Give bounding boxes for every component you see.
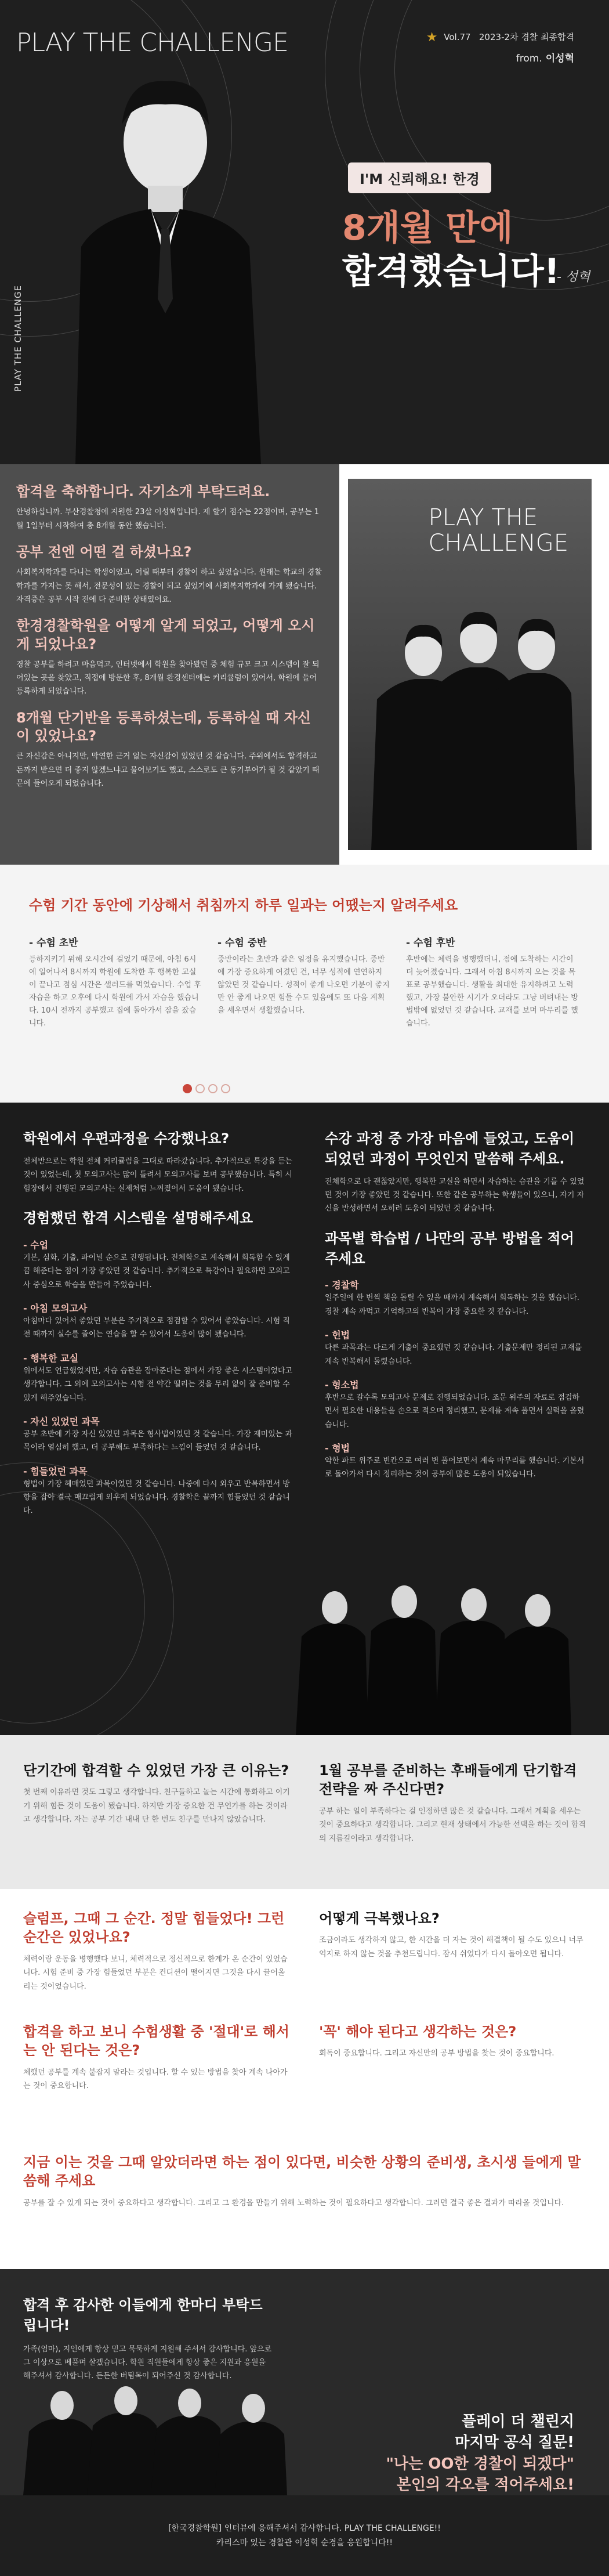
column-early: [29, 934, 203, 1031]
final-line: 플레이 더 챌린지: [462, 2413, 574, 2430]
photo-title-line-1: PLAY THE: [428, 504, 538, 531]
question: 8개월 단기반을 등록하셨는데, 등록하실 때 자신이 있었나요?: [16, 709, 311, 745]
dot: [208, 1084, 217, 1093]
side-text: PLAY THE CHALLENGE: [13, 285, 23, 392]
question: 어떻게 극복했나요?: [319, 1910, 440, 1927]
headline-2: 합격했습니다!: [342, 251, 560, 292]
question: '꼭' 해야 된다고 생각하는 것은?: [319, 2024, 517, 2040]
sub-text: 아침마다 있어서 좋았던 부분은 주기적으로 점검할 수 있어서 좋았습니다. 시험 직전 때까지 실수를 줄이는 연습을 할 수 있어서 도움이 많이 됐습니다.: [23, 1316, 290, 1339]
answer: 첫 번째 이유라면 것도 그렇고 생각합니다. 친구들하고 놀는 시간에 통화하고 이기기 위해 힘든 것이 도움이 됐습니다. 하지만 가장 중요한 건 무언가를 하는 것이라고 생각합니다. 자는 공부 기간 내내 단 한 번도 친구를 만나지 않았습니다.: [23, 1788, 290, 1824]
dot: [183, 1084, 192, 1093]
answer: 조금이라도 생각하지 않고, 한 시간을 더 자는 것이 해결책이 될 수도 있으니 너무 억지로 하지 않는 것을 추천드립니다. 잠시 쉬었다가 다시 돌아오면 됩니다.: [319, 1936, 583, 1959]
column-text: 중반이라는 초반과 같은 일정을 유지했습니다. 중반에 가장 중요하게 여겼던 건, 너무 성적에 연연하지 않았던 것 같습니다. 성적이 좋게 나오면 기분이 좋지만 안 좋게 나오면 힘들 수도 있음에도 또 다음 계획을 세우면서 생활했습니다.: [217, 955, 390, 1016]
column-middle: [217, 934, 392, 1017]
answer: 경찰 공부를 하려고 마음먹고, 인터넷에서 학원을 찾아봤던 중 체험 규모 크고 시스템이 잘 되어있는 곳을 찾았고, 직접에 방문한 후, 8개월 환경센터에는 커리큘럼이 있어서, 학원에 들어 등록하게 되었습니다.: [16, 660, 320, 696]
answer: 전체반으로는 학원 전체 커리큘럼을 그대로 따라갔습니다. 추가적으로 특강을 듣는 것이 있었는데, 첫 모의고사는 많이 틀려서 모의고사를 보며 공부했습니다. 특히 시험장에서 진행된 모의고사는 실제처럼 느껴졌어서 도움이 됐습니다.: [23, 1157, 293, 1193]
answer: 체력이랑 운동을 병행했다 보니, 체력적으로 정신적으로 한계가 온 순간이 있었습니다. 시험 준비 중 가장 힘들었던 부분은 컨디션이 떨어지면 그것을 다시 끌어올리는 것이었습니다.: [23, 1954, 288, 1991]
from-name: 이성혁: [545, 53, 574, 64]
hero-section: [0, 0, 609, 464]
answer: 회독이 중요합니다. 그리고 자신만의 공부 방법을 찾는 것이 중요합니다.: [319, 2049, 554, 2058]
group-photo-3: [0, 2385, 313, 2495]
from-label: [516, 50, 574, 64]
column-title: - 수험 후반: [406, 937, 455, 949]
sub-title: - 힘들었던 과목: [23, 1465, 88, 1477]
issue: 2023-2차 경찰 최종합격: [478, 32, 574, 42]
column-text: 후반에는 체력을 병행했더니, 점에 도착하는 시간이 더 늦어졌습니다. 그래서 아침 8시까지 오는 것을 목표로 공부했습니다. 생활을 최대한 유지하려고 노력했고, 가장 불안한 시기가 오더라도 그냥 버텨내는 방법밖에 없었던 것 같습니다. 교재를 보며 마무리를 했습니다.: [406, 955, 578, 1028]
question: 한경경찰학원을 어떻게 알게 되었고, 어떻게 오시게 되었나요?: [16, 617, 315, 652]
sub-text: 위에서도 언급했었지만, 자습 습관을 잡아준다는 점에서 가장 좋은 시스템이었다고 생각합니다. 그 외에 모의고사는 시험 전 약간 떨리는 것을 무리 없이 잘 준비할 수 있게 해주었습니다.: [23, 1366, 293, 1403]
footer-line: 카리스마 있는 경찰관 이성혁 순경을 응원합니다!!: [216, 2538, 393, 2548]
question: 1월 공부를 준비하는 후배들에게 단기합격 전략을 짜 주신다면?: [319, 1762, 577, 1798]
answer: 전체학으로 다 괜찮았지만, 행복한 교실을 하면서 자습하는 습관을 기를 수 있었던 것이 가장 좋았던 것 같습니다. 또한 같은 공부하는 학생들이 있으니, 자기 자신을 반성하면서 오히려 도움이 되었던 것 같습니다.: [325, 1177, 585, 1213]
advice-section: [0, 1735, 609, 2269]
footer-line: [한국경찰학원] 인터뷰에 응해주셔서 감사합니다. PLAY THE CHALLENGE!!: [168, 2524, 441, 2533]
question: 합격 후 감사한 이들에게 한마디 부탁드립니다!: [23, 2297, 263, 2333]
dot: [221, 1084, 230, 1093]
issue-label: [426, 30, 574, 45]
column-text: 등하지키기 위해 오시간에 걸었기 때문에, 아침 6시에 일어나서 8시까지 학원에 도착한 후 행복한 교실이 끝나고 점심 시간은 샐러드를 먹었습니다. 수업 후 자습을 하고 오후에 다시 학원에 가서 자습을 했습니다. 10시 전까지 공부했고 집에 돌아가서 잠을 잤습니다.: [29, 955, 201, 1028]
vol: Vol.77: [444, 32, 471, 42]
answer: 공부를 잘 수 있게 되는 것이 중요하다고 생각합니다. 그리고 그 환경을 만들기 위해 노력하는 것이 필요하다고 생각합니다. 그러면 결국 좋은 결과가 따라올 것입니다.: [23, 2198, 564, 2208]
question: 단기간에 합격할 수 있었던 가장 큰 이유는?: [23, 1762, 289, 1779]
sub-title: - 경찰학: [325, 1280, 359, 1291]
answer: 공부 하는 일이 부족하다는 걸 인정하면 많은 것 같습니다. 그래서 계획을 세우는 것이 중요하다고 생각합니다. 그리고 현재 상태에서 가능한 선택을 하는 것이 합격의 지름길이라고 생각합니다.: [319, 1807, 586, 1843]
sub-title: - 헌법: [325, 1329, 350, 1341]
dot: [195, 1084, 205, 1093]
police-badge-icon: ★: [426, 30, 438, 45]
sub-text: 약한 파트 위주로 빈칸으로 여러 번 풀어보면서 계속 마무리를 했습니다. 기본서로 돌아가서 다시 정리하는 것이 공부에 많은 도움이 되었습니다.: [325, 1457, 585, 1479]
question: 슬럼프, 그때 그 순간. 정말 힘들었다! 그런 순간은 있었나요?: [23, 1910, 285, 1946]
headline-1: 8개월 만에: [342, 208, 513, 248]
question: 지금 이는 것을 그때 알았더라면 하는 점이 있다면, 비슷한 상황의 준비생, 초시생 들에게 말씀해 주세요: [23, 2154, 581, 2190]
sub-title: - 형법: [325, 1443, 350, 1454]
question: 수강 과정 중 가장 마음에 들었고, 도움이 되었던 과정이 무엇인지 말씀해 주세요.: [325, 1130, 575, 1167]
intro-card: [0, 464, 339, 865]
interview-section-1: [0, 464, 609, 865]
pill-label: I'M 신뢰해요! 한경: [348, 162, 491, 193]
photo-title: [429, 505, 568, 556]
final-line: 마지막 공식 질문!: [455, 2434, 574, 2452]
final-line: "나는 OO한 경찰이 되겠다": [386, 2455, 574, 2473]
sub-title: - 수업: [23, 1239, 49, 1251]
column-title: - 수험 중반: [217, 937, 267, 949]
answer: 큰 자신감은 아니지만, 막연한 근거 없는 자신감이 있었던 것 같습니다. 주위에서도 합격하고 돈까지 받으면 더 좋지 않겠느냐고 물어보기도 했고, 스스로도 큰 동기부여가 될 것 같았기 때문에 들어오게 되었습니다.: [16, 752, 320, 789]
answer: 가족(엄마), 지인에게 항상 믿고 묵묵하게 지원해 주셔서 감사합니다. 앞으로 그 이상으로 베풀며 살겠습니다. 학원 직원들에게 항상 좋은 지원과 응원을 해주셔서 감사합니다. 든든한 버팀목이 되어주신 것 감사합니다.: [23, 2344, 272, 2381]
section-title: 수험 기간 동안에 기상해서 취침까지 하루 일과는 어땠는지 알려주세요: [29, 897, 458, 913]
sub-text: 기본, 심화, 기출, 파이널 순으로 진행됩니다. 전체학으로 계속해서 회독할 수 있게끔 해준다는 점이 가장 좋았던 것 같습니다. 추가적으로 특강이나 필요하면 모의고사 중심으로 학습을 만들어 주었습니다.: [23, 1253, 290, 1289]
final-line: 본인의 각오를 적어주세요!: [396, 2476, 574, 2494]
hero-title: PLAY THE CHALLENGE: [16, 28, 288, 57]
sub-text: 후반으로 갈수록 모의고사 문제로 진행되었습니다. 조문 위주의 자료로 점검하면서 필요한 내용들을 손으로 적으며 정리했고, 문제를 계속 풀면서 실력을 올렸습니다.: [325, 1393, 585, 1429]
answer: 사회복지학과를 다니는 학생이었고, 어릴 때부터 경찰이 하고 싶었습니다. 원래는 학교의 경찰학과를 가지는 못 해서, 전문성이 있는 경찰이 되고 싶었기에 사회복지학과에 가게 됐습니다. 자격증은 공부 시작 전에 다 준비한 상태였어요.: [16, 568, 322, 604]
daily-routine-section: [0, 865, 609, 1103]
question: 합격을 축하합니다. 자기소개 부탁드려요.: [16, 483, 270, 500]
sub-title: - 자신 있었던 과목: [23, 1415, 100, 1427]
sub-title: - 행복한 교실: [23, 1352, 79, 1364]
footer: [0, 2495, 609, 2576]
portrait-man: [64, 55, 273, 464]
question: 공부 전엔 어떤 걸 하셨나요?: [16, 543, 192, 560]
sub-text: 형법이 가장 헤매었던 과목이었던 것 같습니다. 나중에 다시 외우고 반복하면서 방향을 잡아 결국 매끄럽게 외우게 되었습니다. 경찰학은 끝까지 힘들었던 것 같습니다.: [23, 1479, 290, 1516]
group-photo-2: [244, 1567, 603, 1735]
answer: 체했던 공부를 계속 붙잡지 말라는 것입니다. 할 수 있는 방법을 찾아 계속 나아가는 것이 중요합니다.: [23, 2068, 288, 2091]
column-title: - 수험 초반: [29, 937, 78, 949]
question: 과목별 학습법 / 나만의 공부 방법을 적어주세요: [325, 1230, 574, 1267]
question: 합격을 하고 보니 수험생활 중 '절대'로 해서는 안 된다는 것은?: [23, 2024, 289, 2059]
from-prefix: from.: [516, 53, 542, 64]
study-section: [0, 1103, 609, 1735]
sub-title: - 형소법: [325, 1379, 359, 1390]
question: 경험했던 합격 시스템을 설명해주세요: [23, 1209, 253, 1226]
sub-text: 공부 초반에 가장 자신 있었던 과목은 형사법이었던 것 같습니다. 가장 재미있는 과목이라 열심히 했고, 더 공부해도 부족하다는 느낌이 들었던 것 같습니다.: [23, 1429, 293, 1453]
signature: - 성혁: [557, 270, 590, 284]
column-late: [406, 934, 580, 1031]
pagination-dots: [183, 1084, 234, 1096]
sub-text: 일주일에 한 번씩 책을 돌릴 수 있을 때까지 계속해서 회독하는 것을 했습니다. 경찰 계속 까먹고 기억하고의 반복이 가장 중요한 것 같습니다.: [325, 1294, 579, 1316]
question: 학원에서 우편과정을 수강했나요?: [23, 1130, 230, 1147]
photo-title-line-2: CHALLENGE: [428, 530, 568, 557]
answer: 안녕하십니까. 부산경찰청에 지원한 23살 이성혁입니다. 제 할기 점수는 22점이며, 공부는 1월 1일부터 시작하여 총 8개월 동안 했습니다.: [16, 508, 320, 530]
sub-text: 다른 과목과는 다르게 기출이 중요했던 것 같습니다. 기출문제만 정리된 교재를 계속 반복해서 돌렸습니다.: [325, 1343, 582, 1366]
sub-title: - 아침 모의고사: [23, 1302, 88, 1314]
final-question: [386, 2411, 575, 2496]
